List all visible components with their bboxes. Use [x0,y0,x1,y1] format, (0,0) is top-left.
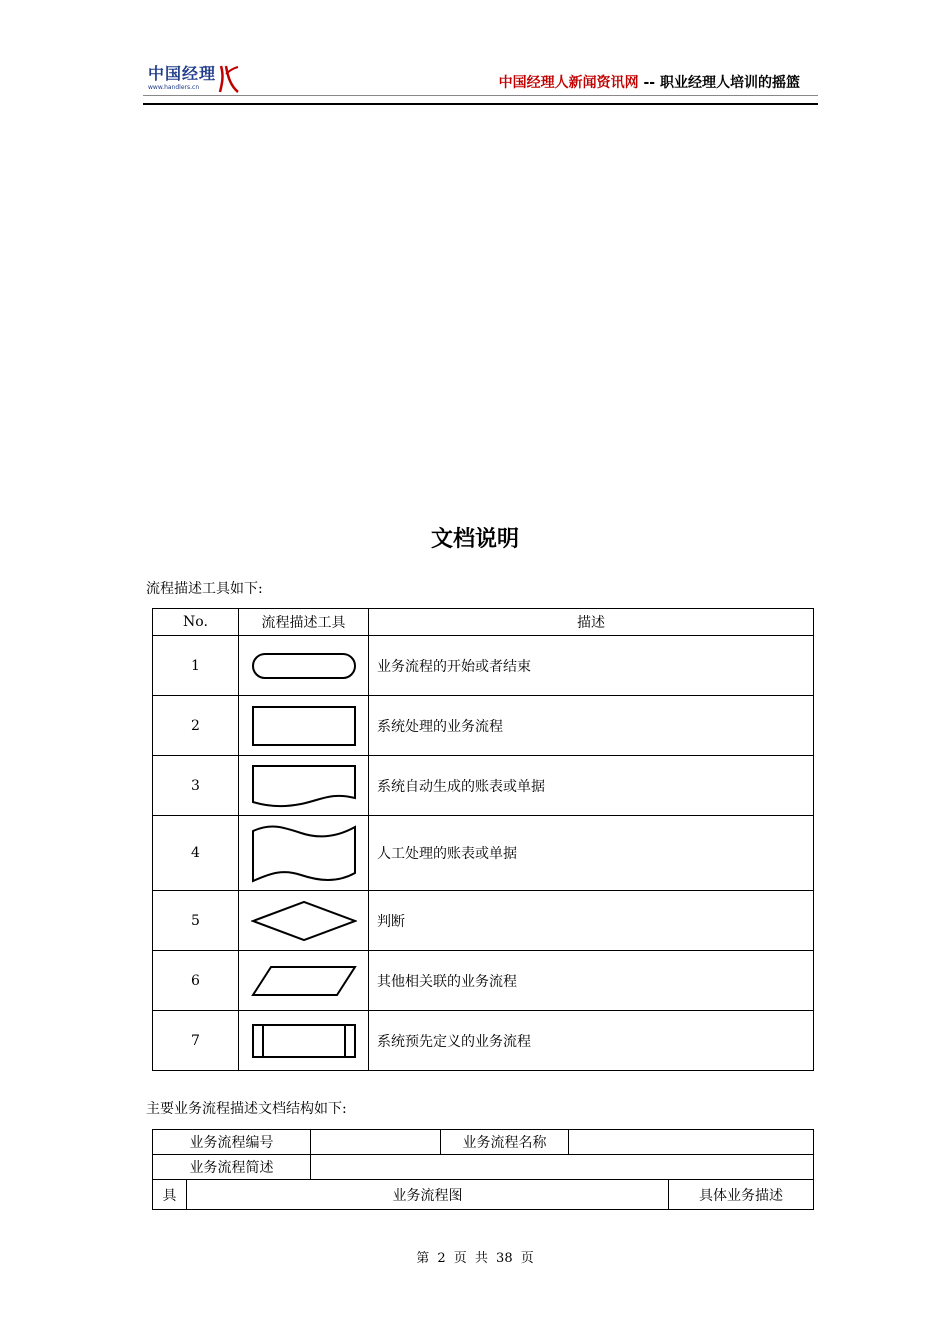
slogan-separator: -- [638,75,660,91]
process-summary-value [311,1155,814,1180]
table-row [153,816,814,891]
process-document-structure-table [152,1129,814,1210]
symbol-cell [239,696,369,756]
process-detail-label: 具体业务描述 [669,1180,814,1210]
table-row [153,1155,814,1180]
row-number: 1 [153,636,239,696]
logo-mark-icon [218,64,240,94]
row-number: 4 [153,816,239,891]
symbol-cell [239,816,369,891]
symbol-description: 业务流程的开始或者结束 [369,636,814,696]
document-shape-icon [251,764,357,808]
symbol-cell [239,636,369,696]
header-thin-divider [143,95,818,96]
process-name-value [569,1130,814,1155]
table-row [153,756,814,816]
tool-cell: 具 [153,1180,187,1210]
table-row [153,1180,814,1210]
process-diagram-label: 业务流程图 [187,1180,669,1210]
symbol-cell [239,891,369,951]
symbol-description: 系统自动生成的账表或单据 [369,756,814,816]
logo-text: 中国经理 [148,64,217,83]
shape-table-intro: 流程描述工具如下: [146,581,263,597]
symbol-description: 判断 [369,891,814,951]
row-number: 2 [153,696,239,756]
slogan-tagline: 职业经理人培训的摇篮 [660,75,800,91]
flowchart-symbols-table [152,608,814,1071]
table-row [153,1011,814,1071]
symbol-cell [239,951,369,1011]
structure-table-intro: 主要业务流程描述文档结构如下: [146,1101,347,1117]
process-shape-icon [251,705,357,747]
header-divider [143,103,818,105]
process-code-value [311,1130,441,1155]
row-number: 5 [153,891,239,951]
symbol-cell [239,1011,369,1071]
symbol-description: 人工处理的账表或单据 [369,816,814,891]
table-row [153,696,814,756]
symbol-description: 系统处理的业务流程 [369,696,814,756]
process-code-label: 业务流程编号 [153,1130,311,1155]
table-row [153,1130,814,1155]
parallelogram-shape-icon [251,965,357,997]
page-footer: 第 2 页 共 38 页 [416,1251,534,1266]
row-number: 6 [153,951,239,1011]
symbol-description: 其他相关联的业务流程 [369,951,814,1011]
process-name-label: 业务流程名称 [441,1130,569,1155]
slogan-site-name: 中国经理人新闻资讯网 [498,75,639,91]
symbol-description: 系统预先定义的业务流程 [369,1011,814,1071]
header-slogan [499,72,800,92]
column-header-tool: 流程描述工具 [239,609,369,636]
manual-document-shape-icon [251,823,357,883]
predefined-process-shape-icon [251,1023,357,1059]
column-header-desc: 描述 [369,609,814,636]
table-header-row [153,609,814,636]
column-header-no: No. [153,609,239,636]
decision-shape-icon [251,900,357,942]
table-row [153,636,814,696]
process-summary-label: 业务流程简述 [153,1155,311,1180]
symbol-cell [239,756,369,816]
company-logo [148,64,243,96]
logo-url: www.handlers.cn [148,84,200,91]
row-number: 3 [153,756,239,816]
page-title: 文档说明 [430,527,519,552]
row-number: 7 [153,1011,239,1071]
table-row [153,951,814,1011]
terminator-shape-icon [251,651,357,681]
table-row [153,891,814,951]
